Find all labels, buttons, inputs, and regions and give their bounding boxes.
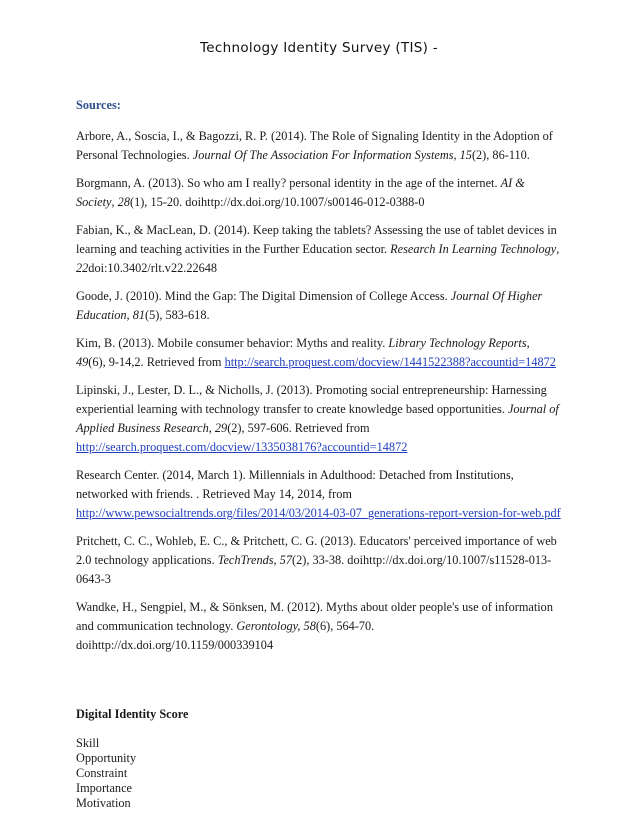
ref-text-tail: (1), 15-20. doihttp://dx.doi.org/10.1007/s00146-012-0388-0 xyxy=(129,195,425,209)
ref-text: Pritchett, C. C., Wohleb, E. C., & Pritchett, C. G. (2013). Educators' perceived importance of web 2.0 technology applications. xyxy=(76,534,557,567)
ref-text: Research Center. (2014, March 1). Millennials in Adulthood: Detached from Institutions, networked with friends. . Retrieved May 14, 2014, from xyxy=(76,468,514,501)
ref-sep: , xyxy=(111,195,118,209)
reference-list xyxy=(76,127,562,655)
ref-journal: Gerontology, 58 xyxy=(236,619,316,633)
reference-item xyxy=(76,287,562,325)
ref-journal: Journal of Applied Business Research, 29 xyxy=(76,402,559,435)
ref-link[interactable]: http://www.pewsocialtrends.org/files/2014/03/2014-03-07_generations-report-version-for-web.pdf xyxy=(76,506,561,520)
reference-item xyxy=(76,598,562,655)
ref-text-tail: (2), 86-110. xyxy=(471,148,530,162)
ref-sep: , xyxy=(453,148,460,162)
ref-text: Lipinski, J., Lester, D. L., & Nicholls, J. (2013). Promoting social entrepreneurship: Harnessing experiential learning with technology transfer to create knowledge based opportunities. xyxy=(76,383,547,416)
ref-journal: Journal Of Higher Education xyxy=(76,289,543,322)
ref-journal: AI & Society xyxy=(76,176,525,209)
ref-sep: , xyxy=(556,242,560,256)
reference-item xyxy=(76,334,562,372)
reference-item xyxy=(76,174,562,212)
score-item-opportunity: Opportunity xyxy=(76,751,137,765)
score-list xyxy=(76,736,562,811)
digital-identity-score-heading: Digital Identity Score xyxy=(76,707,189,721)
sources-heading: Sources: xyxy=(76,98,121,112)
ref-text: Borgmann, A. (2013). So who am I really? personal identity in the age of the internet. xyxy=(76,176,501,190)
score-item-importance: Importance xyxy=(76,781,132,795)
ref-text-tail: (2), 33-38. doihttp://dx.doi.org/10.1007/s11528-013-0643-3 xyxy=(76,553,552,586)
ref-text: Fabian, K., & MacLean, D. (2014). Keep taking the tablets? Assessing the use of tablet devices in learning and teaching activities in the Further Education sector. xyxy=(76,223,557,256)
score-item-skill: Skill xyxy=(76,736,100,750)
score-item-constraint: Constraint xyxy=(76,766,128,780)
ref-volume: 22 xyxy=(76,261,89,275)
ref-journal: Library Technology Reports, xyxy=(388,336,530,350)
ref-journal: Research In Learning Technology xyxy=(390,242,557,256)
reference-item xyxy=(76,381,562,457)
ref-text: Wandke, H., Sengpiel, M., & Sönksen, M. (2012). Myths about older people's use of information and communication technology. xyxy=(76,600,553,633)
ref-text: Kim, B. (2013). Mobile consumer behavior: Myths and reality. xyxy=(76,336,389,350)
ref-text: Arbore, A., Soscia, I., & Bagozzi, R. P. (2014). The Role of Signaling Identity in the Adoption of Personal Technologies. xyxy=(76,129,553,162)
ref-volume: 28 xyxy=(117,195,130,209)
page-content xyxy=(76,96,562,811)
ref-text-tail: doi:10.3402/rlt.v22.22648 xyxy=(88,261,218,275)
reference-item xyxy=(76,127,562,165)
ref-link[interactable]: http://search.proquest.com/docview/1335038176?accountid=14872 xyxy=(76,440,408,454)
ref-journal: Journal Of The Association For Information Systems xyxy=(192,148,454,162)
ref-text-tail: (6), 9-14,2. Retrieved from xyxy=(88,355,225,369)
ref-link[interactable]: http://search.proquest.com/docview/1441522388?accountid=14872 xyxy=(224,355,556,369)
reference-item xyxy=(76,466,562,523)
ref-sep: , xyxy=(126,308,133,322)
ref-volume: 15 xyxy=(459,148,472,162)
reference-item xyxy=(76,221,562,278)
ref-volume: 49 xyxy=(76,355,89,369)
page-header-title: Technology Identity Survey (TIS) - xyxy=(200,40,438,56)
ref-text-tail: (6), 564-70. doihttp://dx.doi.org/10.1159/000339104 xyxy=(76,619,375,652)
ref-volume: 81 xyxy=(132,308,145,322)
ref-text: Goode, J. (2010). Mind the Gap: The Digital Dimension of College Access. xyxy=(76,289,451,303)
score-item-motivation: Motivation xyxy=(76,796,131,810)
ref-text-tail: (2), 597-606. Retrieved from xyxy=(227,421,370,435)
ref-journal: TechTrends, 57 xyxy=(217,553,292,567)
ref-text-tail: (5), 583-618. xyxy=(145,308,210,322)
reference-item xyxy=(76,532,562,589)
